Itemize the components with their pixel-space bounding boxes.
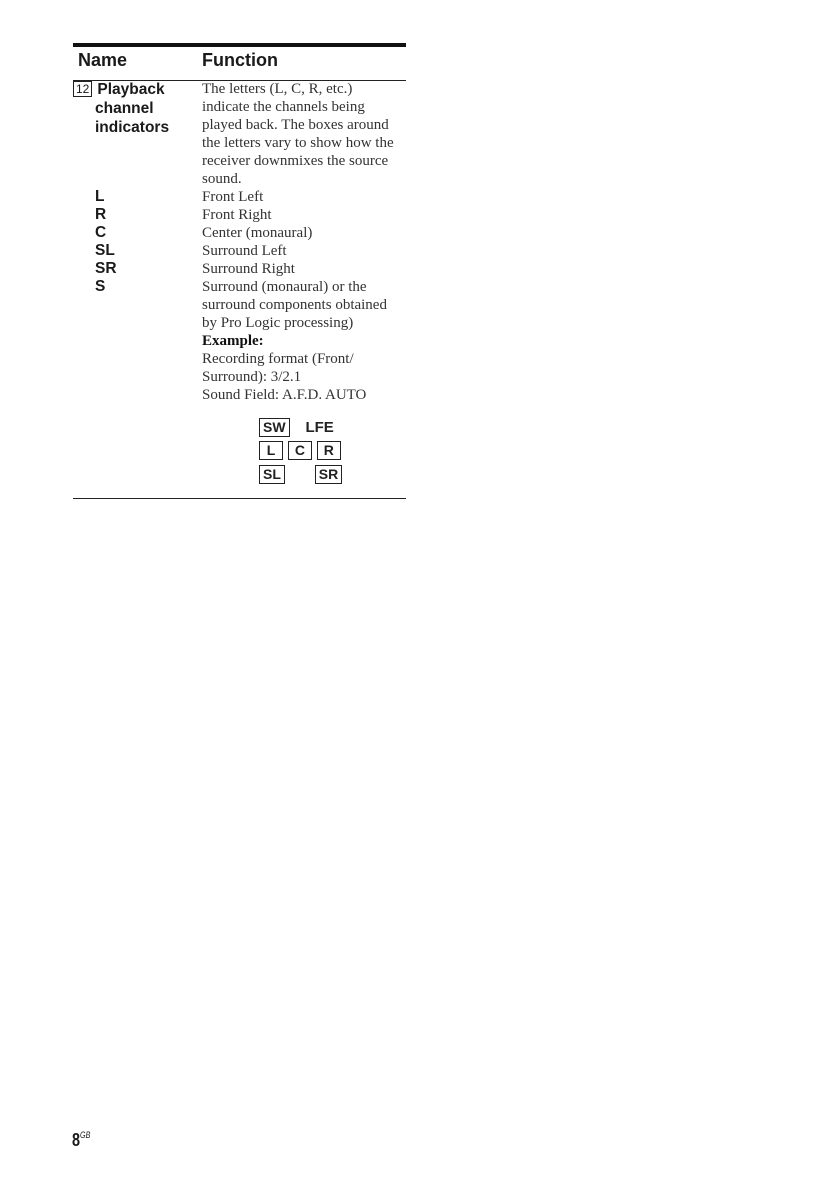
table-top-rule — [73, 43, 406, 47]
item-name-line-1: Playback — [97, 81, 165, 98]
description-line: The letters (L, C, R, etc.) — [202, 81, 353, 97]
item-description — [202, 80, 412, 404]
channel-code-sl: SL — [95, 242, 115, 259]
channel-desc-sr: Surround Right — [202, 261, 295, 277]
channel-code-c: C — [95, 224, 107, 241]
item-number-badge: 12 — [73, 81, 92, 97]
channel-code-s: S — [95, 278, 106, 295]
table-header — [73, 50, 406, 74]
table-bottom-rule — [73, 498, 406, 499]
channel-desc-s: by Pro Logic processing) — [202, 315, 354, 331]
header-name: Name — [78, 50, 128, 70]
description-line: sound. — [202, 171, 242, 187]
example-line: Recording format (Front/ — [202, 351, 354, 367]
indicator-sl: SL — [259, 465, 285, 484]
channel-code-sr: SR — [95, 260, 117, 277]
page-number — [72, 1130, 90, 1151]
channel-codes — [73, 187, 193, 295]
channel-desc-c: Center (monaural) — [202, 225, 313, 241]
header-function: Function — [202, 50, 278, 70]
channel-desc-l: Front Left — [202, 189, 264, 205]
description-line: played back. The boxes around — [202, 117, 389, 133]
description-line: indicate the channels being — [202, 99, 365, 115]
item-name-line-3: indicators — [95, 119, 170, 136]
channel-code-l: L — [95, 188, 105, 205]
example-line: Sound Field: A.F.D. AUTO — [202, 387, 367, 403]
display-example — [259, 418, 342, 487]
channel-desc-s: Surround (monaural) or the — [202, 279, 367, 295]
example-label: Example: — [202, 333, 264, 349]
function-table — [73, 43, 406, 81]
item-name — [73, 80, 193, 137]
item-name-line-2: channel — [95, 100, 154, 117]
indicator-l: L — [259, 441, 283, 460]
description-line: the letters vary to show how the — [202, 135, 394, 151]
channel-desc-s: surround components obtained — [202, 297, 387, 313]
page-number-suffix: GB — [80, 1130, 91, 1140]
indicator-c: C — [288, 441, 312, 460]
indicator-sw: SW — [259, 418, 290, 437]
channel-desc-sl: Surround Left — [202, 243, 287, 259]
description-line: receiver downmixes the source — [202, 153, 389, 169]
page-number-value: 8 — [72, 1130, 81, 1150]
indicator-lfe: LFE — [305, 419, 334, 436]
channel-code-r: R — [95, 206, 107, 223]
indicator-sr: SR — [315, 465, 342, 484]
example-line: Surround): 3/2.1 — [202, 369, 302, 385]
indicator-r: R — [317, 441, 341, 460]
channel-desc-r: Front Right — [202, 207, 272, 223]
